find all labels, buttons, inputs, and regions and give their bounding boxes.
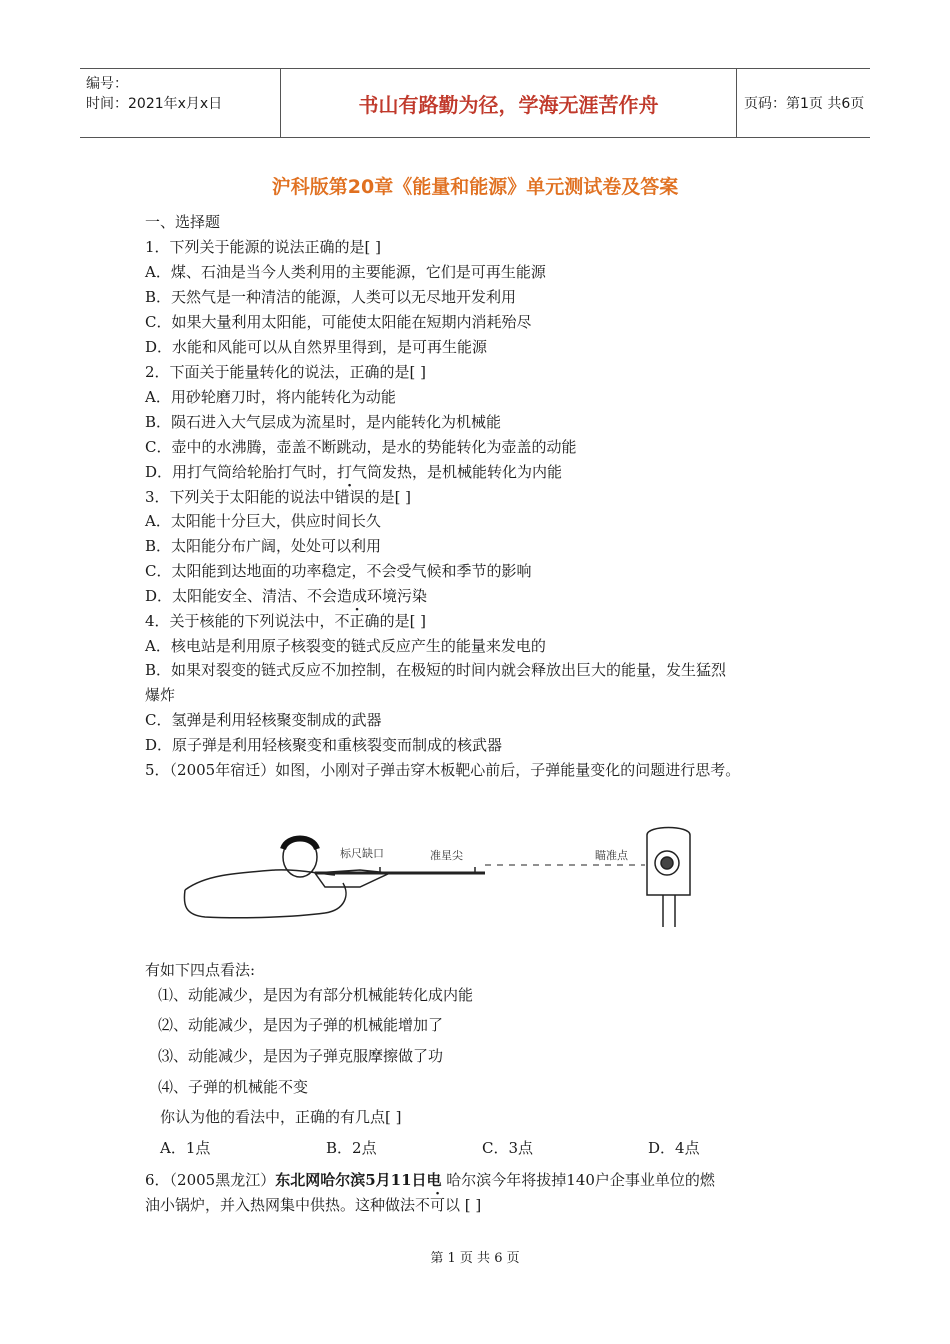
q4-text-post: 的是[ ]: [379, 612, 427, 630]
question-3: [145, 487, 411, 507]
q4-option-c: C．氢弹是利用轻核聚变制成的武器: [145, 711, 382, 729]
code-label: 编号：: [86, 76, 128, 92]
q5-option-a: A．1点: [160, 1139, 211, 1157]
question-6: [145, 1170, 715, 1190]
q1-option-a: A．煤、石油是当今人类利用的主要能源，它们是可再生能源: [145, 263, 546, 281]
view-1: ⑴、动能减少，是因为有部分机械能转化成内能: [158, 986, 474, 1004]
q3-option-d: D．太阳能安全、清洁、不会造成环境污染: [145, 587, 428, 605]
q5-option-b: B．2点: [326, 1139, 377, 1157]
section-heading: 一、选择题: [145, 213, 221, 231]
question-2: 2．下面关于能量转化的说法，正确的是[ ]: [145, 363, 427, 381]
q4-option-b-cont: 爆炸: [145, 686, 176, 704]
header-meta: [80, 69, 280, 137]
q3-text-post: 的是[ ]: [364, 488, 412, 506]
q2-option-a: A．用砂轮磨刀时，将内能转化为动能: [145, 388, 396, 406]
question-1: 1．下列关于能源的说法正确的是[ ]: [145, 238, 382, 256]
view-2: ⑵、动能减少，是因为子弹的机械能增加了: [158, 1016, 444, 1034]
q5-prompt: 你认为他的看法中，正确的有几点[ ]: [160, 1108, 402, 1126]
q5-option-d: D．4点: [648, 1139, 700, 1157]
q4-option-d: D．原子弹是利用轻核聚变和重核裂变而制成的核武器: [145, 736, 503, 754]
q4-emphasis: 不正确: [334, 612, 380, 630]
label-front-sight: 准星尖: [430, 849, 463, 862]
q1-option-c: C．如果大量利用太阳能，可能使太阳能在短期内消耗殆尽: [145, 313, 532, 331]
q1-option-b: B．天然气是一种清洁的能源，人类可以无尽地开发利用: [145, 288, 517, 306]
rifle-target-figure: [175, 815, 705, 935]
q3-text-pre: 3．下列关于太阳能的说法中: [145, 488, 335, 506]
q3-option-c: C．太阳能到达地面的功率稳定，不会受气候和季节的影响: [145, 562, 532, 580]
document-title: 沪科版第20章《能量和能源》单元测试卷及答案: [271, 176, 679, 198]
q2-option-c: C．壶中的水沸腾，壶盖不断跳动，是水的势能转化为壶盖的动能: [145, 438, 577, 456]
label-rear-sight: 标尺缺口: [340, 847, 384, 860]
question-6-cont: [145, 1195, 481, 1215]
q2-option-b: B．陨石进入大气层成为流星时，是内能转化为机械能: [145, 413, 502, 431]
q2-option-d: D．用打气筒给轮胎打气时，打气筒发热，是机械能转化为内能: [145, 463, 563, 481]
view-3: ⑶、动能减少，是因为子弹克服摩擦做了功: [158, 1047, 444, 1065]
page-header: [80, 68, 870, 138]
q3-option-b: B．太阳能分布广阔，处处可以利用: [145, 537, 382, 555]
q5-option-c: C．3点: [482, 1139, 534, 1157]
question-5: 5．（2005年宿迁）如图，小刚对子弹击穿木板靶心前后，子弹能量变化的问题进行思考。: [145, 761, 741, 779]
view-4: ⑷、子弹的机械能不变: [158, 1078, 309, 1096]
q4-text-pre: 4．关于核能的下列说法中，: [145, 612, 335, 630]
q3-option-a: A．太阳能十分巨大，供应时间长久: [145, 512, 381, 530]
q4-option-b: B．如果对裂变的链式反应不加控制，在极短的时间内就会释放出巨大的能量，发生猛烈: [145, 661, 727, 679]
q6-news-lead: 东北网哈尔滨5月11日电: [275, 1171, 442, 1189]
time-label: 时间：2021年x月x日: [86, 96, 223, 112]
label-aim-point: 瞄准点: [595, 849, 628, 862]
header-motto: 书山有路勤为径，学海无涯苦作舟: [280, 69, 737, 137]
q6-source: 6．（2005黑龙江）: [145, 1171, 276, 1189]
header-page-info: 页码：第1页 共6页: [744, 96, 865, 112]
question-4: [145, 611, 426, 631]
q6-text: 哈尔滨今年将拔掉140户企事业单位的燃: [441, 1171, 715, 1189]
q3-emphasis: 错误: [334, 488, 365, 506]
q1-option-d: D．水能和风能可以从自然界里得到，是可再生能源: [145, 338, 488, 356]
page-footer: 第 1 页 共 6 页: [430, 1251, 520, 1266]
q6-text-3: [ ]: [460, 1196, 482, 1214]
q6-emphasis: 不可以: [415, 1196, 461, 1214]
q6-text-2: 油小锅炉，并入热网集中供热。这种做法: [145, 1196, 416, 1214]
views-intro: 有如下四点看法:: [145, 961, 256, 979]
rifle-illustration: [175, 815, 705, 935]
q4-option-a: A．核电站是利用原子核裂变的链式反应产生的能量来发电的: [145, 637, 546, 655]
